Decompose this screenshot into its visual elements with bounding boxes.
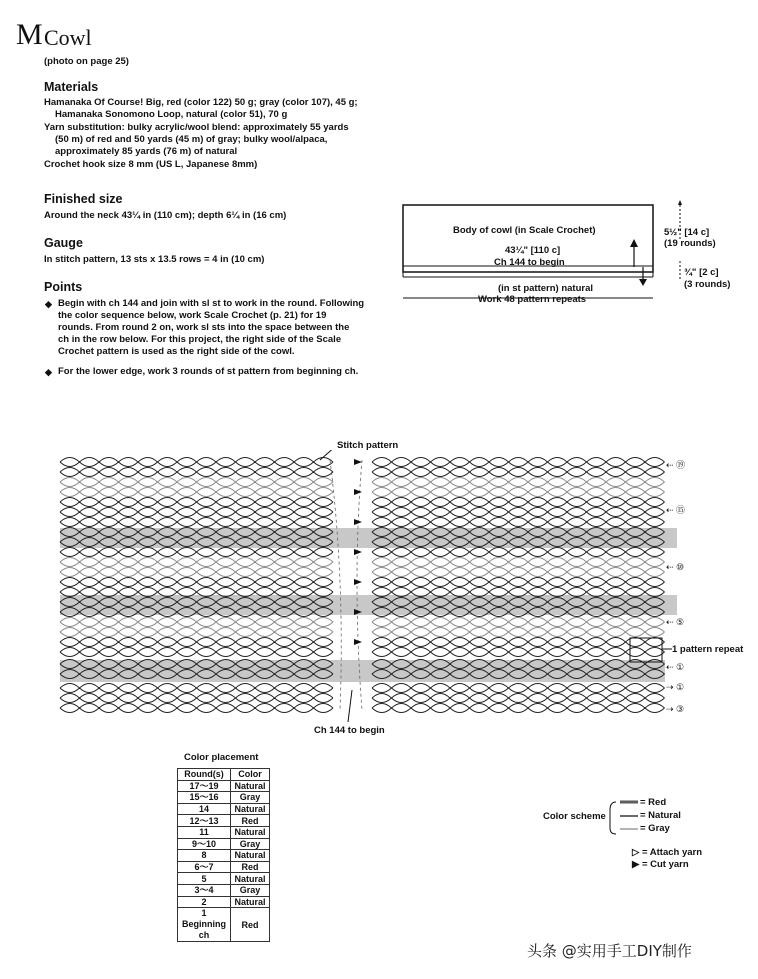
legend-red: = Red (640, 797, 667, 808)
table-cell: Natural (231, 896, 270, 908)
table-row (178, 896, 270, 908)
stitch-row (60, 498, 665, 507)
schematic-height-main: 5½" [14 c] (664, 227, 710, 238)
cut-yarn-icon (354, 489, 362, 495)
schematic-body-label: Body of cowl (in Scale Crochet) (453, 225, 596, 236)
table-cell: Gray (231, 792, 270, 804)
table-row (178, 838, 270, 850)
stitch-row (60, 648, 665, 657)
stitch-row (60, 628, 665, 637)
round-label: ch (198, 930, 210, 941)
table-row (178, 884, 270, 896)
schematic-height-edge: ¾" [2 c] (684, 267, 719, 278)
cut-yarn-icon (354, 459, 362, 465)
legend-attach: ▷ = Attach yarn (632, 847, 703, 858)
points-line: Begin with ch 144 and join with sl st to work in the round. Following (58, 298, 365, 309)
color-scheme-title: Color scheme (543, 811, 606, 822)
schematic-edge-label: (in st pattern) natural (498, 283, 594, 294)
round-marker-label: ⑩ (676, 562, 685, 572)
table-row (178, 850, 270, 862)
page-title: Cowl (44, 25, 92, 50)
table-header-row (178, 769, 270, 781)
table-cell: Gray (231, 884, 270, 896)
table-row (178, 873, 270, 885)
stitch-row (60, 478, 665, 487)
section-letter: M (16, 18, 43, 51)
cut-yarn-icon (354, 549, 362, 555)
stitch-row (60, 468, 665, 477)
table-cell (178, 908, 231, 942)
table-cell: 14 (178, 803, 231, 815)
schematic-rounds-main: (19 rounds) (664, 238, 716, 249)
table-header: Color (231, 769, 270, 781)
table-cell: Natural (231, 780, 270, 792)
schematic-width-label: 43¼" [110 c] (505, 245, 561, 256)
points-line: ch in the row below. For this project, the right side of the Scale (58, 334, 342, 345)
color-placement-table (177, 768, 270, 942)
round-marker-label: ① (676, 662, 685, 672)
table-row (178, 780, 270, 792)
table-row (178, 826, 270, 838)
round-marker-label: ③ (676, 704, 685, 714)
chart-repeat-label: 1 pattern repeat (672, 644, 744, 655)
points-bullet (45, 298, 398, 358)
materials-line: Hamanaka Sonomono Loop, natural (color 51), 70 g (55, 109, 288, 120)
round-marker: ⇠ ⑩ (666, 562, 685, 572)
schematic-rounds-edge: (3 rounds) (684, 279, 731, 290)
dimension-arrow-icon (678, 200, 682, 205)
legend-natural: = Natural (640, 810, 681, 821)
legend-gray: = Gray (640, 823, 670, 834)
round-marker: ⇠ ⑲ (666, 460, 686, 470)
stitch-row (60, 458, 665, 467)
color-placement-title: Color placement (184, 752, 259, 763)
table-cell: Natural (231, 826, 270, 838)
stitch-row (60, 694, 665, 703)
finished-size-heading: Finished size (44, 192, 123, 206)
table-cell: 15〜16 (178, 792, 231, 804)
materials-line: (50 m) of red and 50 yards (45 m) of gray; bulky wool/alpaca, (55, 134, 328, 145)
table-row (178, 792, 270, 804)
points-line: Crochet pattern is used as the right side of the cowl. (58, 346, 295, 357)
chart-title: Stitch pattern (337, 440, 399, 451)
table-header: Round(s) (178, 769, 231, 781)
materials-line: approximately 85 yards (76 m) of natural (55, 146, 238, 157)
table-row (178, 803, 270, 815)
round-marker: ⇢ ③ (666, 704, 685, 714)
chart-begin-label: Ch 144 to begin (314, 725, 385, 736)
materials-line: Crochet hook size 8 mm (US L, Japanese 8mm) (44, 159, 258, 170)
label-pointer (348, 690, 352, 722)
round-marker-label: ① (676, 682, 685, 692)
round-marker: ⇢ ① (666, 682, 685, 692)
stitch-row (60, 558, 665, 567)
gauge-heading: Gauge (44, 236, 83, 250)
round-marker-label: ⑤ (676, 617, 685, 627)
round-label: Beginning (182, 919, 226, 930)
points-line: For the lower edge, work 3 rounds of st pattern from beginning ch. (58, 366, 359, 377)
table-cell: Red (231, 861, 270, 873)
gauge-text: In stitch pattern, 13 sts x 13.5 rows = 4 in (10 cm) (44, 254, 265, 265)
materials-heading: Materials (44, 80, 99, 94)
stitch-row (60, 704, 665, 713)
stitch-row (60, 508, 665, 517)
diamond-bullet-icon: ◆ (45, 299, 52, 309)
stitch-row (60, 568, 665, 577)
table-cell: 8 (178, 850, 231, 862)
stitch-row (60, 578, 665, 587)
table-row (178, 861, 270, 873)
points-line: the color sequence below, work Scale Crochet (p. 21) for 19 (58, 310, 327, 321)
table-cell: Natural (231, 803, 270, 815)
points-bullet (45, 366, 398, 378)
round-marker: ⇠ ① (666, 662, 685, 672)
materials-line: Yarn substitution: bulky acrylic/wool blend: approximately 55 yards (44, 122, 349, 133)
finished-size-text: Around the neck 43¼ in (110 cm); depth 6¼ in (16 cm) (44, 210, 287, 221)
watermark: 头条 @实用手工DIY制作 (527, 942, 692, 960)
cut-yarn-icon (354, 579, 362, 585)
table-cell: 3〜4 (178, 884, 231, 896)
stitch-row (60, 518, 665, 527)
stitch-chart (0, 450, 758, 725)
table-cell: Red (231, 815, 270, 827)
table-cell: Natural (231, 873, 270, 885)
legend-cut: ▶ = Cut yarn (632, 859, 689, 870)
stitch-row (60, 684, 665, 693)
table-cell: Natural (231, 850, 270, 862)
round-marker-label: ⑲ (676, 460, 686, 470)
round-marker: ⇠ ⑮ (666, 505, 686, 515)
stitch-row (60, 488, 665, 497)
bracket-line (610, 802, 616, 834)
points-line: rounds. From round 2 on, work sl sts into the space between the (58, 322, 350, 333)
round-marker: ⇠ ⑤ (666, 617, 685, 627)
photo-reference: (photo on page 25) (44, 56, 129, 67)
table-cell: 17〜19 (178, 780, 231, 792)
stitch-row (60, 618, 665, 627)
points-heading: Points (44, 280, 83, 294)
round-marker-label: ⑮ (676, 505, 686, 515)
down-arrow-head-icon (639, 279, 647, 286)
schematic-repeat-label: Work 48 pattern repeats (478, 294, 587, 305)
schematic-chain-label: Ch 144 to begin (494, 257, 565, 268)
table-cell: Red (231, 908, 270, 942)
table-cell: 6〜7 (178, 861, 231, 873)
table-row (178, 908, 270, 942)
materials-line: Hamanaka Of Course! Big, red (color 122) 50 g; gray (color 107), 45 g; (44, 97, 358, 108)
up-arrow-head-icon (630, 239, 638, 247)
diamond-bullet-icon: ◆ (45, 367, 52, 377)
table-cell: 12〜13 (178, 815, 231, 827)
stitch-row (60, 548, 665, 557)
table-cell: Gray (231, 838, 270, 850)
table-cell: 2 (178, 896, 231, 908)
table-cell: 9〜10 (178, 838, 231, 850)
table-cell: 11 (178, 826, 231, 838)
table-cell: 5 (178, 873, 231, 885)
stitch-row (60, 638, 665, 647)
round-label: 1 (201, 908, 207, 919)
table-row (178, 815, 270, 827)
